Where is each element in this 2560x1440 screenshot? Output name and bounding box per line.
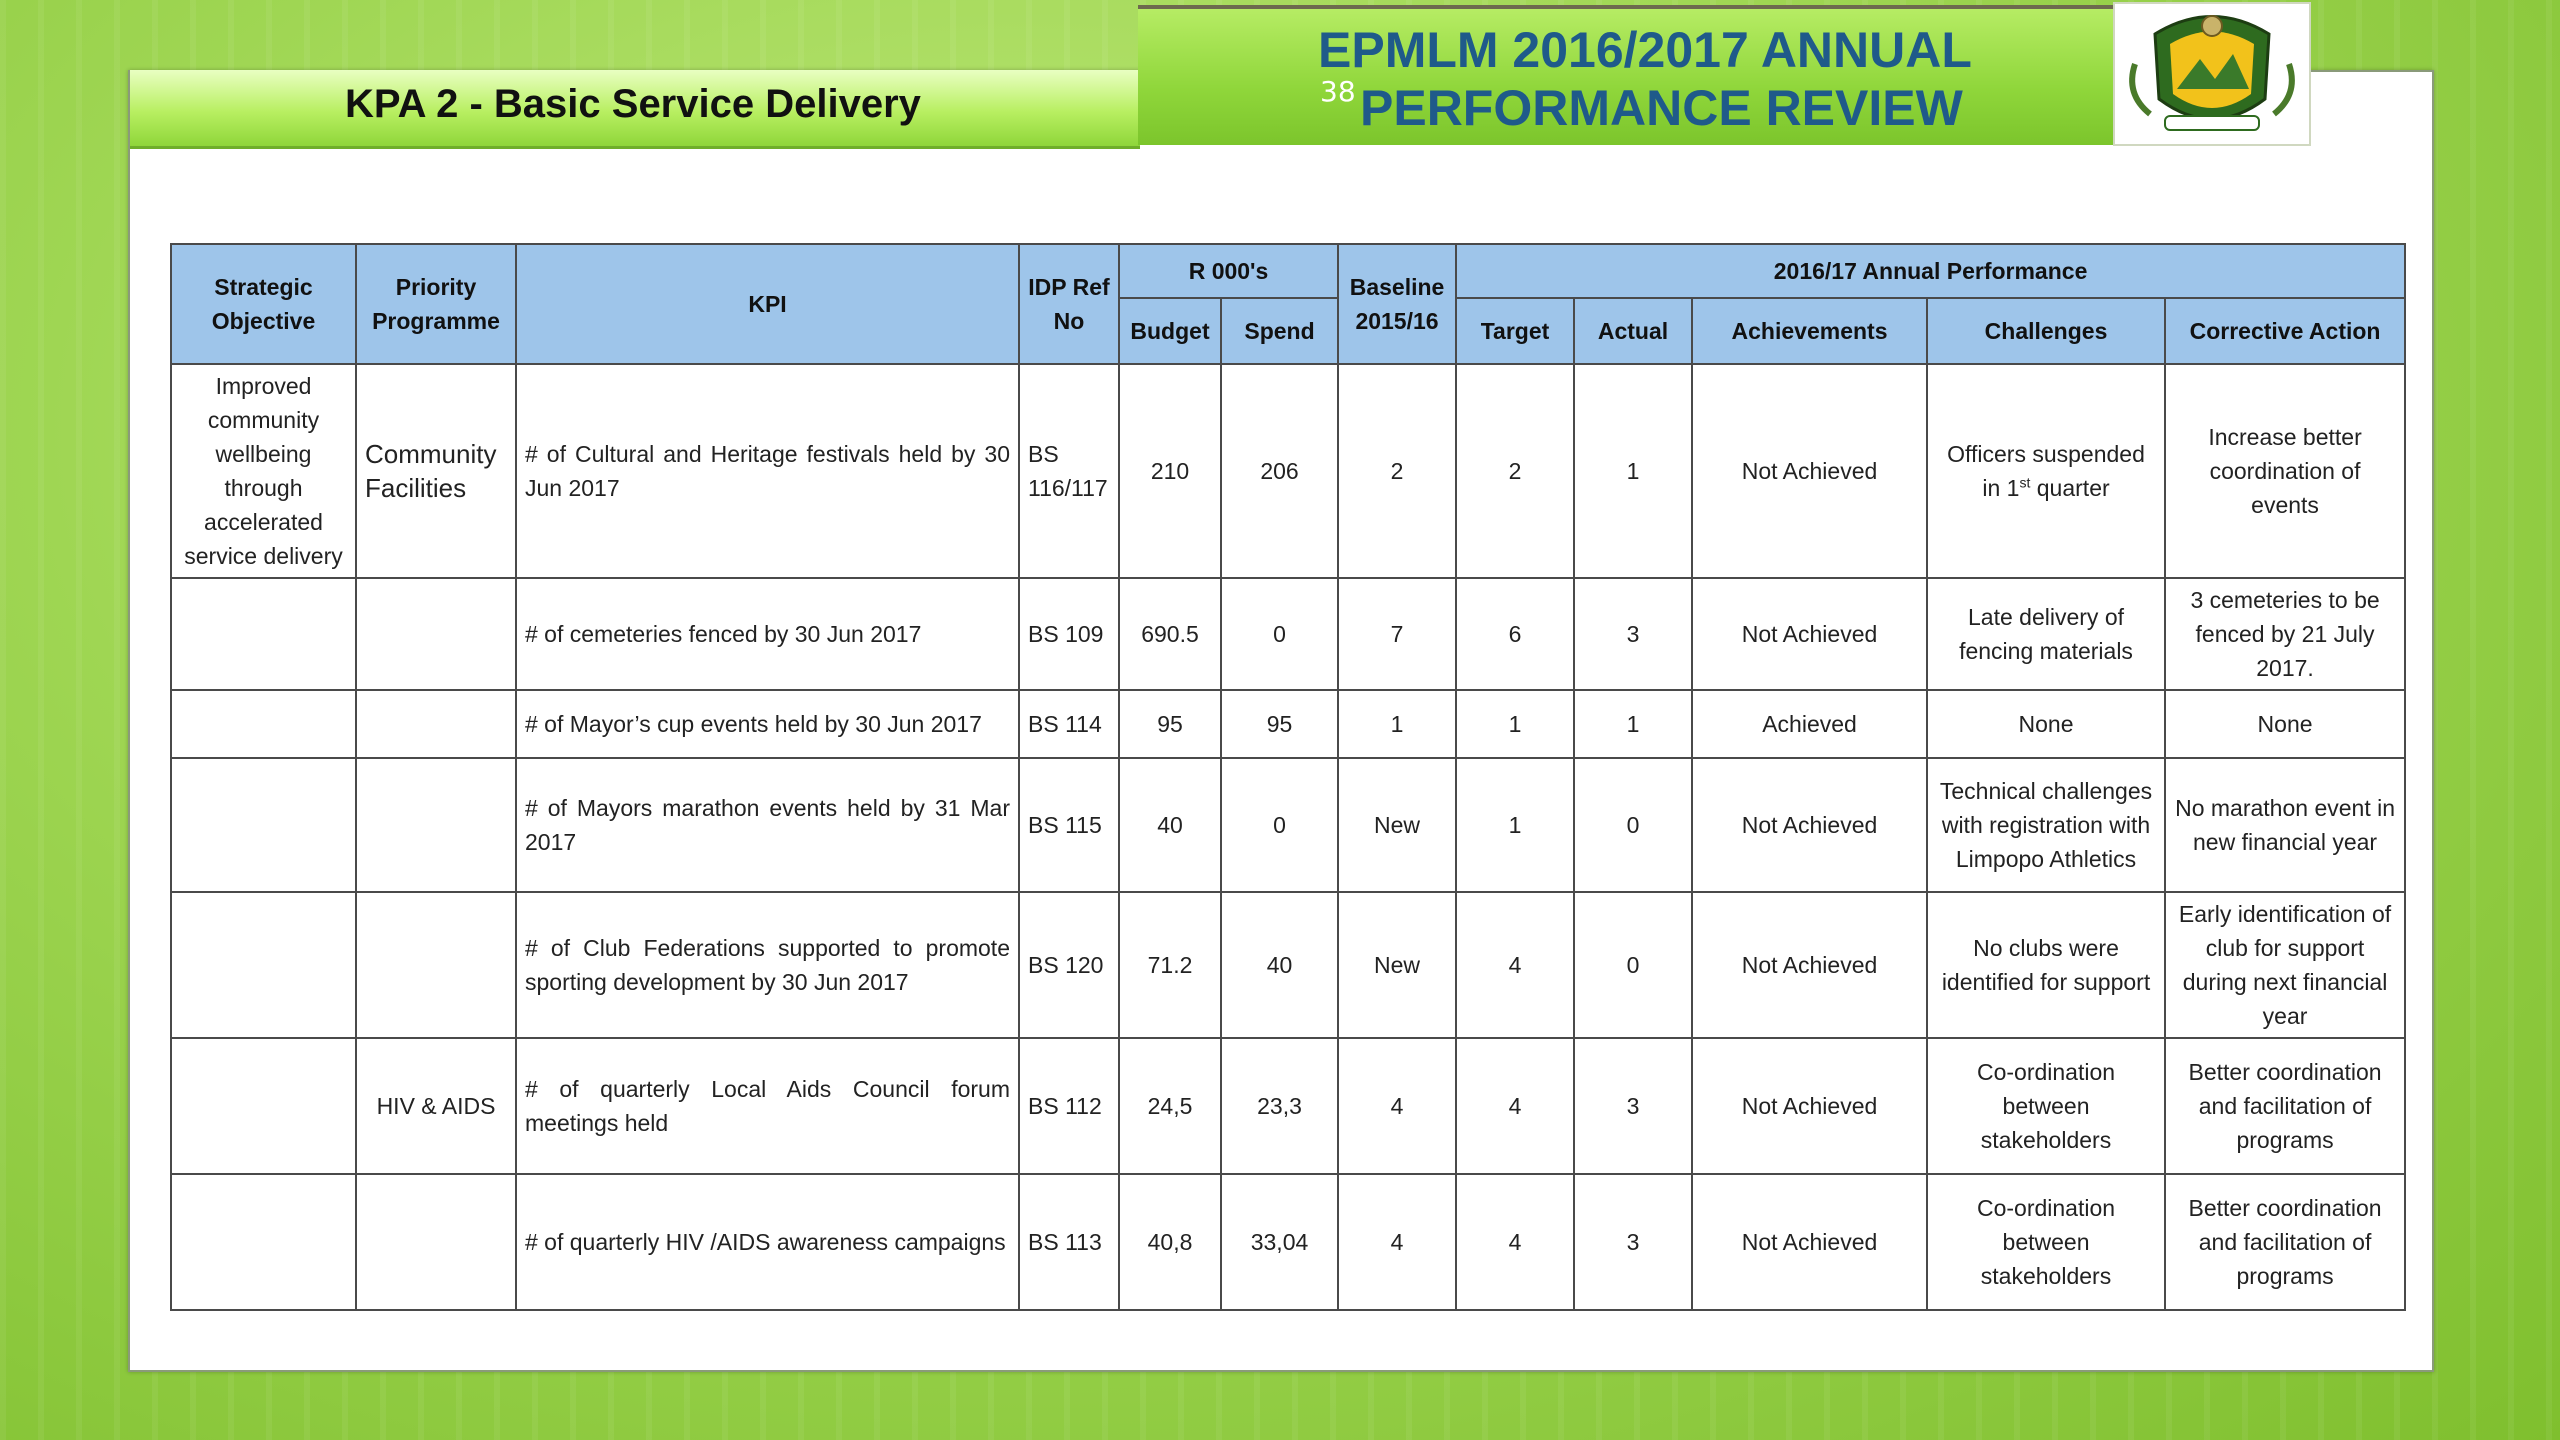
cell-objective [171,1174,356,1310]
cell-challenge: None [1927,690,2165,758]
cell-actual: 0 [1574,758,1692,892]
cell-action: None [2165,690,2405,758]
cell-action: 3 cemeteries to be fenced by 21 July 2017. [2165,578,2405,690]
cell-spend: 23,3 [1221,1038,1338,1174]
cell-kpi: # of Mayor’s cup events held by 30 Jun 2017 [516,690,1019,758]
cell-challenge: No clubs were identified for support [1927,892,2165,1038]
cell-baseline: 1 [1338,690,1456,758]
table-row [171,1038,2405,1174]
cell-spend: 0 [1221,578,1338,690]
cell-actual: 3 [1574,1174,1692,1310]
cell-kpi: # of Mayors marathon events held by 31 Mar 2017 [516,758,1019,892]
cell-programme [356,578,516,690]
review-title-line2: PERFORMANCE REVIEW [1360,80,1963,136]
table-row [171,1174,2405,1310]
cell-idp: BS 113 [1019,1174,1119,1310]
cell-target: 1 [1456,758,1574,892]
cell-idp: BS 116/117 [1019,364,1119,578]
cell-programme [356,892,516,1038]
review-title-line1: EPMLM 2016/2017 ANNUAL [1318,22,1972,78]
cell-objective [171,758,356,892]
cell-kpi: # of Cultural and Heritage festivals held by 30 Jun 2017 [516,364,1019,578]
header-strategic-objective: Strategic Objective [171,244,356,364]
cell-target: 4 [1456,1174,1574,1310]
table-row [171,364,2405,578]
cell-spend: 33,04 [1221,1174,1338,1310]
cell-actual: 1 [1574,364,1692,578]
header-kpi: KPI [516,244,1019,364]
cell-kpi: # of quarterly HIV /AIDS awareness campaigns [516,1174,1019,1310]
cell-baseline: 7 [1338,578,1456,690]
cell-actual: 3 [1574,1038,1692,1174]
cell-action: Better coordination and facilitation of programs [2165,1038,2405,1174]
cell-target: 1 [1456,690,1574,758]
header-r000: R 000's [1119,244,1338,298]
cell-budget: 40 [1119,758,1221,892]
cell-challenge: Technical challenges with registration with Limpopo Athletics [1927,758,2165,892]
cell-kpi: # of Club Federations supported to promote sporting development by 30 Jun 2017 [516,892,1019,1038]
cell-objective: Improved community wellbeing through accelerated service delivery [171,364,356,578]
header-annual-performance: 2016/17 Annual Performance [1456,244,2405,298]
table-row [171,690,2405,758]
cell-achievement: Not Achieved [1692,364,1927,578]
header-spend: Spend [1221,298,1338,364]
cell-achievement: Not Achieved [1692,1038,1927,1174]
challenge-superscript: st [2019,474,2031,491]
cell-objective [171,690,356,758]
cell-achievement: Not Achieved [1692,758,1927,892]
cell-programme [356,690,516,758]
cell-challenge: Co-ordination between stakeholders [1927,1174,2165,1310]
cell-spend: 206 [1221,364,1338,578]
cell-programme [356,758,516,892]
cell-idp: BS 120 [1019,892,1119,1038]
cell-baseline: 4 [1338,1038,1456,1174]
cell-kpi: # of quarterly Local Aids Council forum meetings held [516,1038,1019,1174]
review-title [1318,21,1972,137]
challenge-text-end: quarter [2030,475,2110,501]
cell-action: Increase better coordination of events [2165,364,2405,578]
header-baseline: Baseline 2015/16 [1338,244,1456,364]
table-row [171,578,2405,690]
cell-kpi: # of cemeteries fenced by 30 Jun 2017 [516,578,1019,690]
cell-challenge [1927,364,2165,578]
header-actual: Actual [1574,298,1692,364]
cell-budget: 40,8 [1119,1174,1221,1310]
header-target: Target [1456,298,1574,364]
cell-actual: 1 [1574,690,1692,758]
table-row [171,758,2405,892]
cell-objective [171,578,356,690]
cell-target: 6 [1456,578,1574,690]
cell-target: 4 [1456,1038,1574,1174]
cell-budget: 71.2 [1119,892,1221,1038]
cell-challenge: Late delivery of fencing materials [1927,578,2165,690]
page-number: 38 [1320,75,1356,108]
coat-of-arms-icon [2115,4,2309,144]
cell-action: Better coordination and facilitation of programs [2165,1174,2405,1310]
review-title-box [1138,5,2113,145]
cell-budget: 690.5 [1119,578,1221,690]
cell-target: 4 [1456,892,1574,1038]
cell-programme: Community Facilities [356,364,516,578]
cell-baseline: 4 [1338,1174,1456,1310]
cell-budget: 24,5 [1119,1038,1221,1174]
cell-challenge: Co-ordination between stakeholders [1927,1038,2165,1174]
cell-achievement: Not Achieved [1692,892,1927,1038]
cell-baseline: New [1338,892,1456,1038]
cell-action: No marathon event in new financial year [2165,758,2405,892]
cell-action: Early identification of club for support during next financial year [2165,892,2405,1038]
cell-budget: 210 [1119,364,1221,578]
cell-budget: 95 [1119,690,1221,758]
cell-programme [356,1174,516,1310]
table-header [171,244,2405,364]
kpa-title-bar [130,70,1140,149]
cell-idp: BS 112 [1019,1038,1119,1174]
kpa-title: KPA 2 - Basic Service Delivery [345,82,921,126]
cell-objective [171,892,356,1038]
header-budget: Budget [1119,298,1221,364]
cell-spend: 0 [1221,758,1338,892]
table-row [171,892,2405,1038]
performance-table [170,243,2406,1311]
header-challenges: Challenges [1927,298,2165,364]
cell-actual: 0 [1574,892,1692,1038]
cell-target: 2 [1456,364,1574,578]
cell-baseline: New [1338,758,1456,892]
cell-idp: BS 115 [1019,758,1119,892]
cell-idp: BS 114 [1019,690,1119,758]
header-idp-ref: IDP Ref No [1019,244,1119,364]
cell-objective [171,1038,356,1174]
cell-baseline: 2 [1338,364,1456,578]
cell-actual: 3 [1574,578,1692,690]
header-achievements: Achievements [1692,298,1927,364]
cell-programme: HIV & AIDS [356,1038,516,1174]
cell-achievement: Achieved [1692,690,1927,758]
crest-logo [2113,2,2311,146]
cell-spend: 40 [1221,892,1338,1038]
cell-idp: BS 109 [1019,578,1119,690]
challenge-text: Officers suspended in 1 [1947,441,2145,501]
cell-achievement: Not Achieved [1692,1174,1927,1310]
cell-spend: 95 [1221,690,1338,758]
header-corrective-action: Corrective Action [2165,298,2405,364]
cell-achievement: Not Achieved [1692,578,1927,690]
header-priority-programme: Priority Programme [356,244,516,364]
